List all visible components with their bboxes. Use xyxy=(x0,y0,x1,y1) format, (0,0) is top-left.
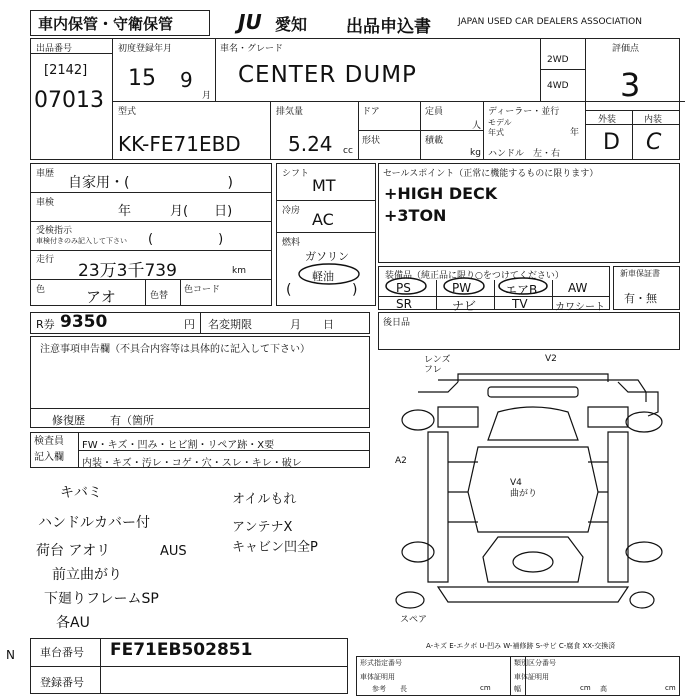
mileage-label: 走行 xyxy=(36,255,55,265)
height-label: 高 xyxy=(600,685,607,693)
fuel-gasoline: ガソリン xyxy=(305,250,349,263)
mileage-value: 23万3千739 xyxy=(78,261,177,281)
plate-label: 登録番号 xyxy=(40,676,84,689)
warranty-label: 新車保証書 xyxy=(620,269,660,278)
repair-label: 修復歴 xyxy=(52,414,85,427)
cert-label-2: 車体証明用 xyxy=(514,673,549,681)
cooling-value: AC xyxy=(312,210,334,229)
unit-3: cm xyxy=(665,684,676,692)
inspection-label: 車検 xyxy=(36,198,55,208)
lot-number: 07013 xyxy=(34,88,104,113)
equip-airbag: エアB xyxy=(505,283,538,297)
history-value: 自家用・( ) xyxy=(68,175,233,191)
inspector-note: キャビン凹全P xyxy=(232,540,318,555)
color-label: 色 xyxy=(36,285,46,295)
storage-label: 車内保管・守衛保管 xyxy=(38,15,174,33)
back-items-box xyxy=(378,312,680,350)
form-title: 出品申込書 xyxy=(346,17,431,37)
recycle-label: R券 xyxy=(36,318,55,331)
repair-value: 有（箇所 xyxy=(110,414,154,427)
inspector-note: アンテナX xyxy=(232,520,293,535)
diagram-label-v4: V4 曲がり xyxy=(510,478,538,499)
type-label: 形式指定番号 xyxy=(360,659,402,667)
chassis-value: FE71EB502851 xyxy=(110,640,253,660)
dealer-label: ディーラー・並行 xyxy=(488,107,560,117)
model-value: KK-FE71EBD xyxy=(118,132,241,156)
equip-ps: PS xyxy=(396,281,411,295)
inspector-note: 荷台 アオリ xyxy=(36,543,111,559)
class-label: 類別区分番号 xyxy=(514,659,556,667)
grade-label: 評価点 xyxy=(612,44,640,54)
registration-label: 初度登録年月 xyxy=(118,44,173,54)
diagram-label-lens: レンズ フレ xyxy=(424,355,451,375)
capacity-unit: 人 xyxy=(472,121,482,131)
inspector-note: 前立曲がり xyxy=(52,567,122,583)
diagram-label-v2: V2 xyxy=(545,354,557,364)
warranty-value: 有・無 xyxy=(624,292,657,305)
equip-pw: PW xyxy=(452,281,472,295)
selling-point-2: +3TON xyxy=(384,206,447,225)
inspector-note: オイルもれ xyxy=(232,492,297,507)
ref-label: 参考 xyxy=(372,685,386,693)
displacement-unit: cc xyxy=(343,146,353,156)
registration-month: 9 xyxy=(180,68,193,92)
inspector-note: 下廻りフレームSP xyxy=(44,591,159,607)
color-code-label: 色コード xyxy=(184,285,221,295)
door-label: ドア xyxy=(362,107,380,117)
shape-label: 形状 xyxy=(362,136,381,146)
ju-logo: JU xyxy=(238,10,262,34)
month-unit: 月 xyxy=(202,91,212,101)
exterior-label: 外装 xyxy=(598,115,617,125)
equip-sr: SR xyxy=(396,297,412,311)
diagram-label-a2: A2 xyxy=(395,456,407,466)
exterior-value: D xyxy=(603,130,620,155)
car-name-value: CENTER DUMP xyxy=(238,62,417,88)
diagram-legend: A-キズ E-エクボ U-凹み W-補修跡 S-サビ C-腐食 XX-交換済 xyxy=(426,642,616,650)
interior-label: 内装 xyxy=(644,115,663,125)
unit-2: cm xyxy=(580,684,591,692)
equipment-label: 装備品（純正品に限り○をつけてください） xyxy=(385,271,564,281)
fuel-label: 燃料 xyxy=(282,238,301,248)
unit-1: cm xyxy=(480,684,491,692)
inspector-row-2: 内装・キズ・汚レ・コゲ・穴・スレ・キレ・破レ xyxy=(82,458,302,469)
selling-point-1: +HIGH DECK xyxy=(384,184,498,203)
width-label: 幅 xyxy=(514,685,521,693)
repaint-label: 色替 xyxy=(150,291,169,301)
displacement-value: 5.24 xyxy=(288,132,333,156)
load-unit: kg xyxy=(470,148,481,158)
load-label: 積載 xyxy=(425,136,444,146)
equipment-circles xyxy=(380,276,560,296)
registration-year: 15 xyxy=(128,66,156,91)
inspector-note: ハンドルカバー付 xyxy=(38,515,150,531)
inspection-received-value: ( ) xyxy=(148,232,224,247)
lot-number-label: 出品番号 xyxy=(36,44,73,54)
car-name-label: 車名・グレード xyxy=(220,44,284,54)
model-year-label: モデル 年式 xyxy=(488,118,512,137)
name-change-value: 月 日 xyxy=(290,318,334,331)
inspection-received-note: 車検付きのみ記入して下さい xyxy=(36,237,127,245)
cooling-label: 冷房 xyxy=(282,206,301,216)
handle-label: ハンドル 左・右 xyxy=(488,149,561,159)
model-label: 型式 xyxy=(118,107,137,117)
interior-value: C xyxy=(646,130,662,155)
color-value: アオ xyxy=(86,288,116,306)
inspector-row-1: FW・キズ・凹み・ヒビ割・リペア跡・X要 xyxy=(82,440,275,451)
recycle-value: 9350 xyxy=(60,312,108,332)
back-items-label: 後日品 xyxy=(383,318,411,328)
inspector-note: キバミ xyxy=(60,485,102,501)
drive-4wd: 4WD xyxy=(547,81,569,91)
name-change-label: 名変期限 xyxy=(208,318,252,331)
length-label: 長 xyxy=(400,685,407,693)
margin-mark: N xyxy=(6,648,15,662)
recycle-unit: 円 xyxy=(184,318,195,331)
capacity-label: 定員 xyxy=(425,107,444,117)
inspector-note: 各AU xyxy=(56,615,90,631)
shift-label: シフト xyxy=(282,169,310,179)
displacement-label: 排気量 xyxy=(276,107,304,117)
org-name: 愛知 xyxy=(275,15,308,34)
notes-label: 注意事項申告欄（不具合内容等は具体的に記入して下さい） xyxy=(40,344,310,355)
inspector-label: 検査員 記入欄 xyxy=(34,436,64,463)
drive-2wd: 2WD xyxy=(547,55,569,65)
diagram-label-spare: スペア xyxy=(400,615,428,625)
inspection-value: 年 月( 日) xyxy=(118,204,233,219)
equip-aw: AW xyxy=(568,281,588,295)
cert-label: 車体証明用 xyxy=(360,673,395,681)
lot-sub-number: [2142] xyxy=(44,63,88,78)
selling-points-label: セールスポイント（正常に機能するものに限ります） xyxy=(383,169,599,179)
grade-value: 3 xyxy=(620,66,641,104)
equip-leather: カワシート xyxy=(555,302,605,313)
year-unit: 年 xyxy=(570,128,580,138)
equip-navi: ナビ xyxy=(452,299,477,313)
inspection-received-label: 受検指示 xyxy=(36,226,73,236)
history-label: 車歴 xyxy=(36,169,55,179)
association-name: JAPAN USED CAR DEALERS ASSOCIATION xyxy=(458,17,642,27)
inspector-note: AUS xyxy=(160,544,187,559)
chassis-label: 車台番号 xyxy=(40,646,84,659)
equip-tv: TV xyxy=(512,297,528,311)
shift-value: MT xyxy=(312,176,336,195)
mileage-unit: km xyxy=(232,266,246,276)
fuel-diesel: 軽油 xyxy=(312,270,334,283)
